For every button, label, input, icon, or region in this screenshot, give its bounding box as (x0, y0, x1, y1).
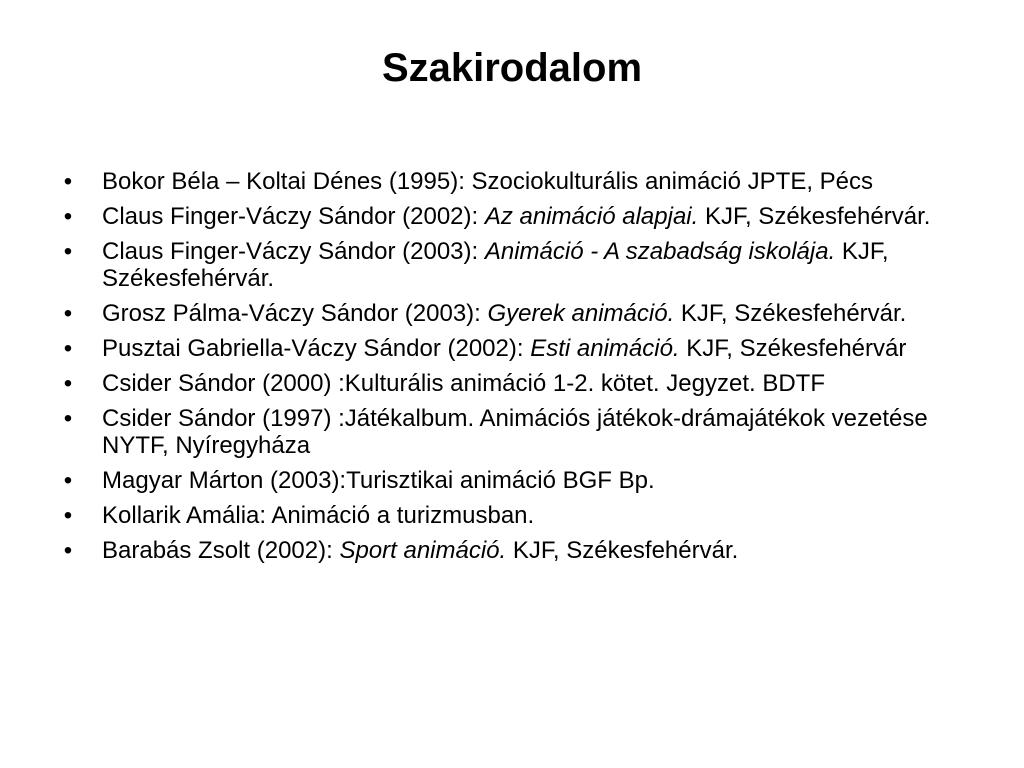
reference-text: Csider Sándor (1997) :Játékalbum. Animációs játékok-drámajátékok vezetése NYTF, Nyíregyháza (102, 405, 928, 459)
reference-publisher: KJF, Székesfehérvár. (506, 537, 739, 564)
bullet-icon: • (63, 238, 73, 265)
reference-publisher: KJF, Székesfehérvár. (674, 300, 907, 327)
reference-item (58, 467, 978, 494)
reference-text: Grosz Pálma-Váczy Sándor (2003): (102, 300, 488, 327)
reference-title: Sport animáció. (339, 537, 507, 564)
reference-item (58, 238, 978, 292)
reference-text: Bokor Béla – Koltai Dénes (1995): Szociokulturális animáció JPTE, Pécs (102, 168, 874, 195)
reference-title: Az animáció alapjai. (484, 203, 699, 230)
reference-item (58, 502, 978, 529)
reference-publisher: KJF, Székesfehérvár. (698, 203, 931, 230)
bullet-icon: • (63, 502, 73, 529)
reference-text: Magyar Márton (2003):Turisztikai animáció BGF Bp. (102, 467, 655, 494)
reference-text: Claus Finger-Váczy Sándor (2002): (102, 203, 485, 230)
bullet-icon: • (63, 537, 73, 564)
reference-text: Csider Sándor (2000) :Kulturális animáció 1-2. kötet. Jegyzet. BDTF (102, 370, 825, 397)
reference-publisher: KJF, Székesfehérvár (679, 335, 907, 362)
reference-text: Kollarik Amália: Animáció a turizmusban. (102, 502, 535, 529)
reference-item (58, 537, 978, 564)
reference-title: Gyerek animáció. (487, 300, 675, 327)
reference-item (58, 300, 978, 327)
reference-item (58, 335, 978, 362)
bullet-icon: • (63, 405, 73, 432)
reference-text: Pusztai Gabriella-Váczy Sándor (2002): (102, 335, 531, 362)
reference-list (58, 168, 978, 572)
reference-title: Animáció - A szabadság iskolája. (484, 238, 836, 265)
reference-item (58, 370, 978, 397)
bullet-icon: • (63, 370, 73, 397)
reference-publisher: KJF, Székesfehérvár. (102, 238, 889, 292)
bullet-icon: • (63, 335, 73, 362)
reference-item (58, 405, 978, 459)
reference-text: Barabás Zsolt (2002): (102, 537, 340, 564)
bullet-icon: • (63, 203, 73, 230)
reference-text: Claus Finger-Váczy Sándor (2003): (102, 238, 485, 265)
reference-item (58, 168, 978, 195)
bullet-icon: • (63, 168, 73, 195)
reference-title: Esti animáció. (530, 335, 680, 362)
reference-item (58, 203, 978, 230)
slide-title: Szakirodalom (381, 46, 643, 90)
bullet-icon: • (63, 467, 73, 494)
bullet-icon: • (63, 300, 73, 327)
